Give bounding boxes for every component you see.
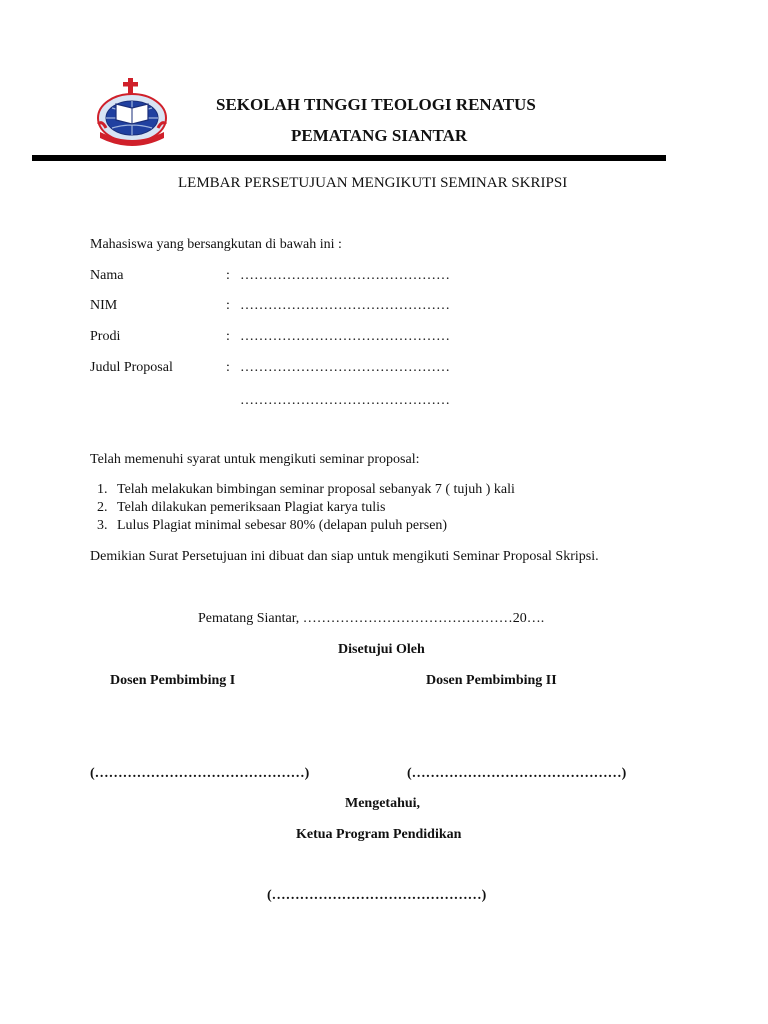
- field-value-nama: ………………………………………: [240, 268, 450, 283]
- acknowledged-heading: Mengetahui,: [345, 796, 421, 811]
- list-item: 1. Telah melakukan bimbingan seminar proposal sebanyak 7 ( tujuh ) kali: [111, 481, 515, 499]
- advisor-1-title: Dosen Pembimbing I: [110, 673, 236, 688]
- field-separator: :: [226, 298, 230, 313]
- head-signature-line: (………………………………………): [267, 888, 487, 903]
- advisor-2-signature-line: (………………………………………): [407, 766, 627, 781]
- field-separator: :: [226, 360, 230, 375]
- document-title: LEMBAR PERSETUJUAN MENGIKUTI SEMINAR SKRIPSI: [178, 175, 568, 191]
- field-separator: :: [226, 268, 230, 283]
- closing-statement: Demikian Surat Persetujuan ini dibuat dan siap untuk mengikuti Seminar Proposal Skripsi.: [90, 549, 599, 564]
- header-divider: [32, 155, 666, 161]
- field-value-judul-line2: ………………………………………: [240, 393, 450, 408]
- intro-text: Mahasiswa yang bersangkutan di bawah ini :: [90, 237, 342, 252]
- field-separator: :: [226, 329, 230, 344]
- field-label-judul: Judul Proposal: [90, 360, 173, 375]
- field-label-nim: NIM: [90, 298, 118, 313]
- field-label-nama: Nama: [90, 268, 124, 283]
- advisor-1-signature-line: (………………………………………): [90, 766, 310, 781]
- institution-city: PEMATANG SIANTAR: [291, 126, 468, 145]
- field-value-nim: ………………………………………: [240, 298, 450, 313]
- field-value-judul: ………………………………………: [240, 360, 450, 375]
- requirements-list: [90, 481, 515, 535]
- requirements-intro: Telah memenuhi syarat untuk mengikuti seminar proposal:: [90, 452, 420, 467]
- field-label-prodi: Prodi: [90, 329, 121, 344]
- institution-name: SEKOLAH TINGGI TEOLOGI RENATUS: [216, 95, 536, 114]
- school-emblem-cross-book-icon: [94, 76, 172, 146]
- list-item: 3. Lulus Plagiat minimal sebesar 80% (delapan puluh persen): [111, 517, 515, 535]
- list-item: 2. Telah dilakukan pemeriksaan Plagiat karya tulis: [111, 499, 515, 517]
- approved-by-heading: Disetujui Oleh: [338, 642, 425, 657]
- place-date: Pematang Siantar, ………………………………………20….: [198, 611, 545, 626]
- field-value-prodi: ………………………………………: [240, 329, 450, 344]
- head-of-program-title: Ketua Program Pendidikan: [296, 827, 462, 842]
- advisor-2-title: Dosen Pembimbing II: [426, 673, 557, 688]
